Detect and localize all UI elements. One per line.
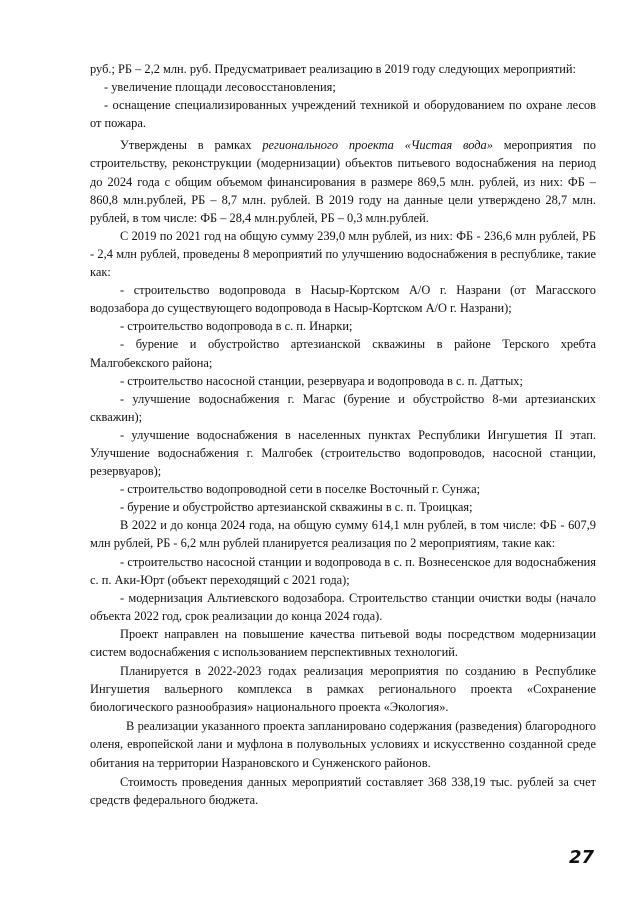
paragraph: В реализации указанного проекта запланировано содержания (разведения) благородного оленя, европейской лани и муфлона в полувольных условиях и искусственно созданной среде обитания на территории Назрановского и Сунженского районов.	[90, 719, 596, 770]
list-item: - строительство насосной станции и водопровода в с. п. Вознесенское для водоснабжения с. п. Аки-Юрт (объект переходящий с 2021 года);	[90, 554, 596, 587]
list-item: - улучшение водоснабжения в населенных пунктах Республики Ингушетия II этап. Улучшение водоснабжения г. Малгобек (строительство водопроводов, насосной станции, резервуаров);	[90, 427, 596, 479]
list-item: - оснащение специализированных учреждений техникой и оборудованием по охране лесов от пожара.	[90, 98, 596, 131]
list-item: - строительство насосной станции, резервуара и водопровода в с. п. Даттых;	[120, 373, 523, 388]
paragraph: Проект направлен на повышение качества питьевой воды посредством модернизации систем водоснабжения с использованием перспективных технологий.	[90, 626, 596, 659]
paragraph-text: Утверждены в рамках	[120, 138, 263, 153]
list-item: - бурение и обустройство артезианской скважины в районе Терского хребта Малгобекского района;	[90, 337, 596, 370]
paragraph-text: мероприятия по строительству, реконструкции (модернизации) объектов питьевого водоснабжения на период до 2024 года с общим объемом финансирования в размере 869,5 млн. рублей, из них: ФБ – 860,8 млн.рублей, РБ – 8,7 млн. рублей. В 2019 году на данные цели утверждено 28,7 млн. рублей, в том числе: ФБ – 28,4 млн.рублей, РБ – 0,3 млн.рублей.	[90, 138, 597, 225]
paragraph-clean-water-project	[90, 136, 596, 226]
document-body	[90, 60, 596, 809]
list-item: - строительство водопровода в Насыр-Кортском А/О г. Назрани (от Магасского водозабора до существующего водопровода в Насыр-Кортском А/О г. Назрани);	[90, 283, 596, 316]
paragraph: Стоимость проведения данных мероприятий составляет 368 338,19 тыс. рублей за счет средств федерального бюджета.	[90, 774, 596, 807]
list-item: - улучшение водоснабжения г. Магас (бурение и обустройство 8-ми артезианских скважин);	[90, 391, 596, 424]
paragraph: Планируется в 2022-2023 годах реализация мероприятия по созданию в Республике Ингушетия вальерного комплекса в рамках регионального проекта «Сохранение биологического разнообразия» национального проекта «Экология».	[90, 664, 596, 715]
list-item: - строительство водопроводной сети в поселке Восточный г. Сунжа;	[120, 482, 481, 497]
list-item: - строительство водопровода в с. п. Инарки;	[120, 319, 353, 334]
list-item: - модернизация Альтиевского водозабора. Строительство станции очистки воды (начало объекта 2022 год, срок реализации до конца 2024 года).	[90, 590, 596, 623]
list-item: - увеличение площади лесовосстановления;	[104, 80, 336, 95]
paragraph-continuation: руб.; РБ – 2,2 млн. руб. Предусматривает реализацию в 2019 году следующих мероприятий:	[90, 62, 576, 76]
page-number: 27	[568, 847, 594, 868]
list-item: - бурение и обустройство артезианской скважины в с. п. Троицкая;	[120, 500, 473, 515]
italic-project-name: регионального проекта «Чистая вода»	[262, 138, 493, 153]
paragraph: В 2022 и до конца 2024 года, на общую сумму 614,1 млн рублей, в том числе: ФБ - 607,9 млн рублей, РБ - 6,2 млн рублей планируется реализация по 2 мероприятиям, такие как:	[90, 518, 596, 551]
paragraph: С 2019 по 2021 год на общую сумму 239,0 млн рублей, из них: ФБ - 236,6 млн рублей, РБ - 2,4 млн рублей, проведены 8 мероприятий по улучшению водоснабжения в республике, такие как:	[90, 228, 596, 280]
